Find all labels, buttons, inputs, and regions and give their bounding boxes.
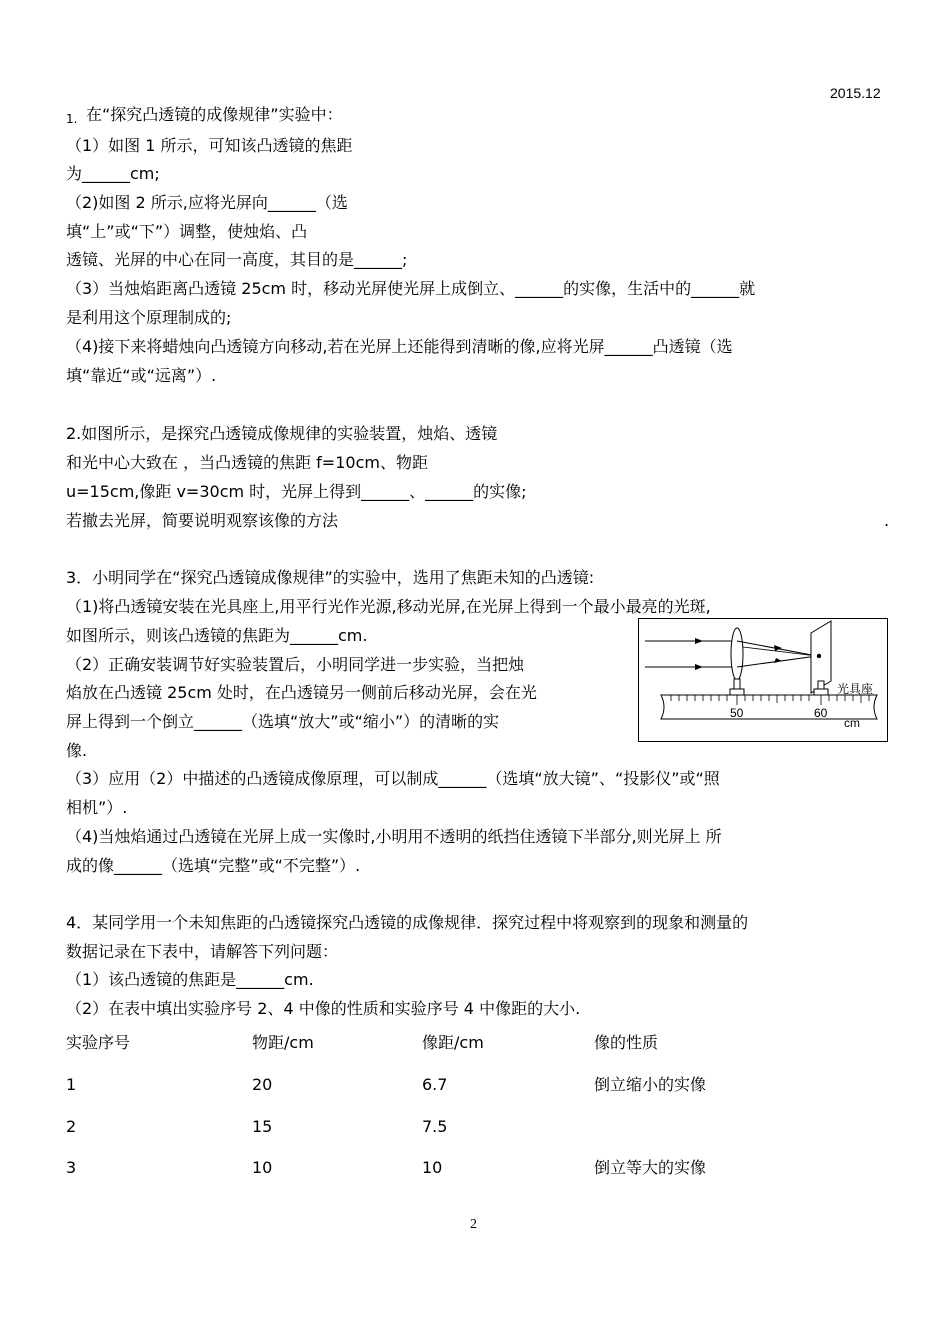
q1-line-6: 透镜、光屏的中心在同一高度，其目的是______; [66,250,408,269]
table-cell: 10 [252,1158,273,1177]
q3-line-10: （4)当烛焰通过凸透镜在光屏上成一实像时,小明用不透明的纸挡住透镜下半部分,则光屏上 所 [66,827,722,846]
tick-label-60: 60 [814,706,828,720]
screen-base [814,689,828,695]
table-cell: 1 [66,1075,77,1094]
header-cell: 像距/cm [422,1033,484,1052]
q2-line-2: 和光中心大致在 ，当凸透镜的焦距 f=10cm、物距 [66,453,428,472]
q3-line-5: 焰放在凸透镜 25cm 处时，在凸透镜另一侧前后移动光屏，会在光 [66,683,537,702]
table-cell: 2 [66,1117,77,1136]
q3-line-4: （2）正确安装调节好实验装置后，小明同学进一步实验，当把烛 [66,655,525,674]
q3-line-9: 相机”）. [66,798,128,817]
header-cell: 像的性质 [594,1033,659,1052]
q1-line-4: （2)如图 2 所示,应将光屏向______（选 [66,193,348,212]
q3-line-2: （1)将凸透镜安装在光具座上,用平行光作光源,移动光屏,在光屏上得到一个最小最亮的光斑, [66,597,711,616]
q1-line-7: （3）当烛焰距离凸透镜 25cm 时，移动光屏使光屏上成倒立、______的实像，生活中的______就 [66,279,756,298]
q4-line-4: （2）在表中填出实验序号 2、4 中像的性质和实验序号 4 中像距的大小. [66,999,581,1018]
convex-lens [731,628,743,680]
bench-label: 光具座 [837,682,874,696]
q2-line-1: 2.如图所示，是探究凸透镜成像规律的实验装置，烛焰、透镜 [66,424,498,443]
tick-label-50: 50 [730,706,744,720]
q1-line-10: 填“靠近“或“远离”）. [66,366,217,385]
table-cell: 7.5 [422,1117,448,1136]
unit-label: cm [844,716,860,730]
arrow-bottom-in [695,664,703,670]
table-cell: 3 [66,1158,77,1177]
q4-line-1: 4．某同学用一个未知焦距的凸透镜探究凸透镜的成像规律．探究过程中将观察到的现象和测量的 [66,913,749,932]
date-label: 2015.12 [830,85,881,101]
page-number: 2 [470,1217,477,1232]
q3-line-8: （3）应用（2）中描述的凸透镜成像原理，可以制成______（选填“放大镜”、“投影仪”或“照 [66,769,720,788]
arrow-bottom-out [774,658,782,663]
q1-line-9: （4)接下来将蜡烛向凸透镜方向移动,若在光屏上还能得到清晰的像,应将光屏______凸透镜（选 [66,337,733,356]
table-cell: 6.7 [422,1075,448,1094]
lens-base [730,689,744,695]
q1-line-3: 为______cm; [66,164,160,183]
q2-end-mark: . [884,511,890,530]
q1-line-2: （1）如图 1 所示，可知该凸透镜的焦距 [66,136,353,155]
focal-spot [817,654,821,658]
table-cell: 10 [422,1158,443,1177]
table-cell: 倒立等大的实像 [594,1158,707,1177]
q2-line-3: u=15cm,像距 v=30cm 时，光屏上得到______、______的实像; [66,482,527,501]
optical-bench-figure [638,618,888,742]
q2-line-4: 若撤去光屏，简要说明观察该像的方法 [66,511,339,530]
table-cell: 15 [252,1117,273,1136]
header-cell: 物距/cm [252,1033,314,1052]
optical-bench-diagram [639,619,887,741]
arrow-top-in [695,638,703,644]
table-cell: 倒立缩小的实像 [594,1075,707,1094]
q3-line-11: 成的像______（选填“完整”或“不完整”）. [66,856,361,875]
q3-line-7: 像. [66,741,88,760]
screen-stand [818,681,824,689]
arrow-top-out [774,645,782,651]
q1-line-8: 是利用这个原理制成的; [66,308,232,327]
q1-line-5: 填“上”或“下”）调整，使烛焰、凸 [66,222,308,241]
q3-line-6: 屏上得到一个倒立______（选填“放大”或“缩小”）的清晰的实 [66,712,500,731]
q3-line-1: 3．小明同学在“探究凸透镜成像规律”的实验中，选用了焦距未知的凸透镜: [66,568,595,587]
table-cell: 20 [252,1075,273,1094]
header-cell: 实验序号 [66,1033,131,1052]
q4-line-2: 数据记录在下表中，请解答下列问题： [66,942,339,961]
q4-line-3: （1）该凸透镜的焦距是______cm. [66,970,314,989]
lens-stand [734,679,740,689]
q1-number: 1. [66,112,78,126]
q3-line-3: 如图所示，则该凸透镜的焦距为______cm. [66,626,368,645]
q1-line-1: 在“探究凸透镜的成像规律”实验中： [86,105,343,124]
